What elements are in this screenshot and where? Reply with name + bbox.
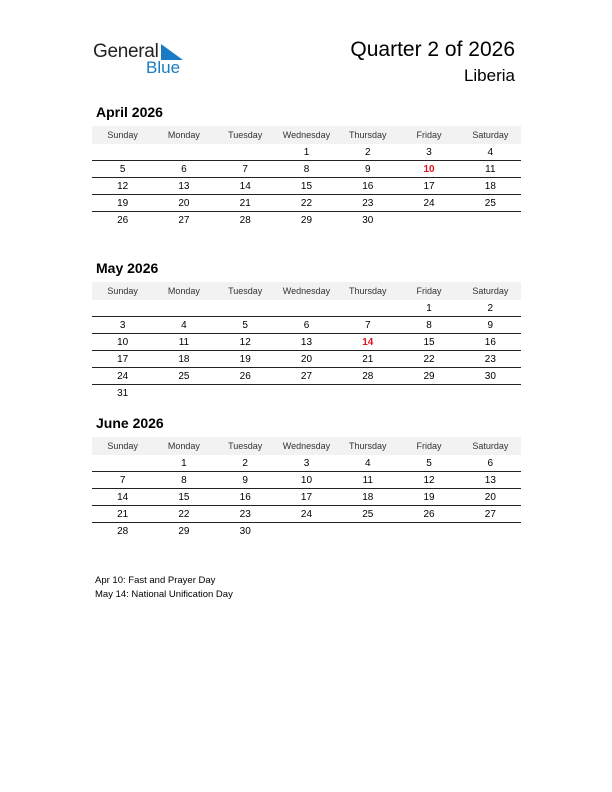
weekday-label: Monday — [167, 441, 200, 451]
day-cell: 18 — [484, 180, 496, 192]
weekday-label: Monday — [167, 286, 200, 296]
day-cell: 20 — [178, 197, 190, 209]
weekday-label: Saturday — [472, 130, 509, 140]
day-cell: 10 — [117, 336, 129, 348]
day-cell: 29 — [178, 526, 190, 537]
day-cell: 27 — [300, 370, 313, 382]
day-cell: 12 — [117, 180, 129, 192]
weekday-label: Sunday — [107, 286, 138, 296]
weekday-label: Saturday — [472, 286, 509, 296]
weekday-header — [92, 282, 521, 300]
day-cell: 19 — [423, 491, 435, 503]
weekday-label: Wednesday — [282, 286, 331, 296]
day-cell: 19 — [117, 197, 129, 209]
week-row — [92, 489, 521, 506]
day-cell: 18 — [362, 491, 374, 503]
calendar-grid — [92, 126, 521, 229]
month-june — [92, 415, 521, 540]
day-cell: 16 — [239, 491, 251, 503]
day-cell: 22 — [423, 353, 435, 365]
calendar-grid — [92, 437, 521, 540]
day-cell: 11 — [485, 163, 496, 175]
day-cell: 8 — [303, 163, 310, 175]
week-row — [92, 351, 521, 368]
day-cell: 28 — [239, 215, 251, 226]
day-cell: 28 — [362, 370, 374, 382]
day-cell: 11 — [362, 474, 373, 486]
day-cell: 1 — [181, 457, 187, 469]
weekday-label: Sunday — [107, 130, 138, 140]
weekday-label: Friday — [416, 286, 442, 296]
month-april — [92, 104, 521, 229]
holiday-note: May 14: National Unification Day — [95, 589, 233, 600]
day-cell: 8 — [181, 474, 187, 486]
weekday-header — [92, 437, 521, 455]
day-cell: 4 — [487, 146, 494, 158]
day-cell: 2 — [487, 302, 494, 314]
day-cell: 24 — [300, 508, 313, 520]
month-title: May 2026 — [96, 260, 159, 276]
logo — [93, 40, 193, 80]
day-cell: 5 — [242, 319, 248, 331]
day-cell: 28 — [117, 526, 129, 537]
day-cell: 30 — [239, 526, 251, 537]
day-cell: 14 — [117, 491, 129, 503]
logo-text-general: General — [93, 41, 159, 62]
country-name: Liberia — [463, 66, 515, 85]
day-cell: 21 — [362, 353, 374, 365]
day-cell: 12 — [239, 336, 251, 348]
day-cell: 17 — [423, 180, 435, 192]
month-may — [92, 260, 521, 402]
day-cell: 30 — [362, 215, 374, 226]
day-cell: 19 — [239, 353, 251, 365]
day-cell: 26 — [117, 215, 129, 226]
week-row — [92, 195, 521, 212]
day-cell: 7 — [119, 474, 126, 486]
day-cell: 15 — [178, 491, 190, 503]
calendar-grid — [92, 282, 521, 402]
day-cell: 12 — [423, 474, 435, 486]
logo-text-blue: Blue — [146, 58, 181, 77]
holiday-day-cell: 14 — [362, 336, 374, 348]
day-cell: 1 — [426, 302, 432, 314]
day-cell: 31 — [117, 388, 129, 399]
day-cell: 3 — [119, 319, 126, 331]
month-title: June 2026 — [96, 415, 164, 431]
weekday-label: Tuesday — [228, 130, 263, 140]
weekday-label: Wednesday — [282, 130, 331, 140]
day-cell: 4 — [181, 319, 187, 331]
day-cell: 21 — [239, 197, 251, 209]
day-cell: 27 — [178, 215, 190, 226]
day-cell: 8 — [426, 319, 432, 331]
holiday-day-cell: 10 — [423, 163, 435, 175]
day-cell: 16 — [484, 336, 496, 348]
day-cell: 13 — [300, 336, 313, 348]
week-row — [92, 385, 521, 402]
day-cell: 15 — [300, 180, 313, 192]
week-row — [92, 334, 521, 351]
week-row — [92, 506, 521, 523]
day-cell: 24 — [423, 197, 435, 209]
weekday-label: Sunday — [107, 441, 138, 451]
weekday-label: Thursday — [349, 441, 387, 451]
week-row — [92, 317, 521, 334]
week-row — [92, 178, 521, 195]
day-cell: 25 — [178, 370, 190, 382]
day-cell: 13 — [178, 180, 190, 192]
weekday-header — [92, 126, 521, 144]
day-cell: 25 — [362, 508, 374, 520]
weekday-label: Tuesday — [228, 286, 263, 296]
day-cell: 9 — [487, 319, 494, 331]
page-title: Quarter 2 of 2026 — [350, 38, 515, 61]
day-cell: 22 — [178, 508, 190, 520]
day-cell: 16 — [362, 180, 374, 192]
week-row — [92, 212, 521, 229]
holiday-notes — [95, 574, 233, 602]
day-cell: 25 — [484, 197, 496, 209]
holiday-note: Apr 10: Fast and Prayer Day — [95, 575, 216, 586]
day-cell: 26 — [239, 370, 251, 382]
day-cell: 23 — [239, 508, 251, 520]
day-cell: 30 — [484, 370, 496, 382]
weekday-label: Monday — [167, 130, 200, 140]
day-cell: 11 — [178, 336, 190, 348]
day-cell: 2 — [242, 457, 248, 469]
day-cell: 21 — [117, 508, 129, 520]
day-cell: 10 — [300, 474, 313, 486]
day-cell: 6 — [181, 163, 187, 175]
weekday-label: Thursday — [349, 130, 387, 140]
week-row — [92, 144, 521, 161]
weekday-label: Friday — [416, 441, 442, 451]
day-cell: 26 — [423, 508, 435, 520]
day-cell: 20 — [300, 353, 313, 365]
week-row — [92, 300, 521, 317]
day-cell: 20 — [484, 491, 496, 503]
day-cell: 3 — [303, 457, 310, 469]
day-cell: 1 — [303, 146, 310, 158]
week-row — [92, 161, 521, 178]
day-cell: 22 — [300, 197, 313, 209]
day-cell: 18 — [178, 353, 190, 365]
day-cell: 27 — [484, 508, 496, 520]
day-cell: 6 — [303, 319, 310, 331]
day-cell: 23 — [484, 353, 496, 365]
day-cell: 9 — [242, 474, 248, 486]
day-cell: 2 — [364, 146, 371, 158]
day-cell: 23 — [362, 197, 374, 209]
day-cell: 7 — [364, 319, 371, 331]
week-row — [92, 455, 521, 472]
week-row — [92, 523, 521, 540]
week-row — [92, 368, 521, 385]
day-cell: 29 — [423, 370, 435, 382]
day-cell: 15 — [423, 336, 435, 348]
month-title: April 2026 — [96, 104, 163, 120]
weekday-label: Friday — [416, 130, 442, 140]
weekday-label: Tuesday — [228, 441, 263, 451]
day-cell: 17 — [300, 491, 313, 503]
day-cell: 24 — [117, 370, 129, 382]
day-cell: 29 — [300, 215, 313, 226]
day-cell: 6 — [487, 457, 494, 469]
day-cell: 4 — [364, 457, 371, 469]
week-row — [92, 472, 521, 489]
weekday-label: Wednesday — [282, 441, 331, 451]
weekday-label: Saturday — [472, 441, 509, 451]
day-cell: 7 — [242, 163, 248, 175]
day-cell: 5 — [119, 163, 126, 175]
day-cell: 5 — [426, 457, 432, 469]
day-cell: 9 — [364, 163, 371, 175]
day-cell: 17 — [117, 353, 129, 365]
weekday-label: Thursday — [349, 286, 387, 296]
day-cell: 13 — [484, 474, 496, 486]
day-cell: 14 — [239, 180, 251, 192]
day-cell: 3 — [426, 146, 432, 158]
